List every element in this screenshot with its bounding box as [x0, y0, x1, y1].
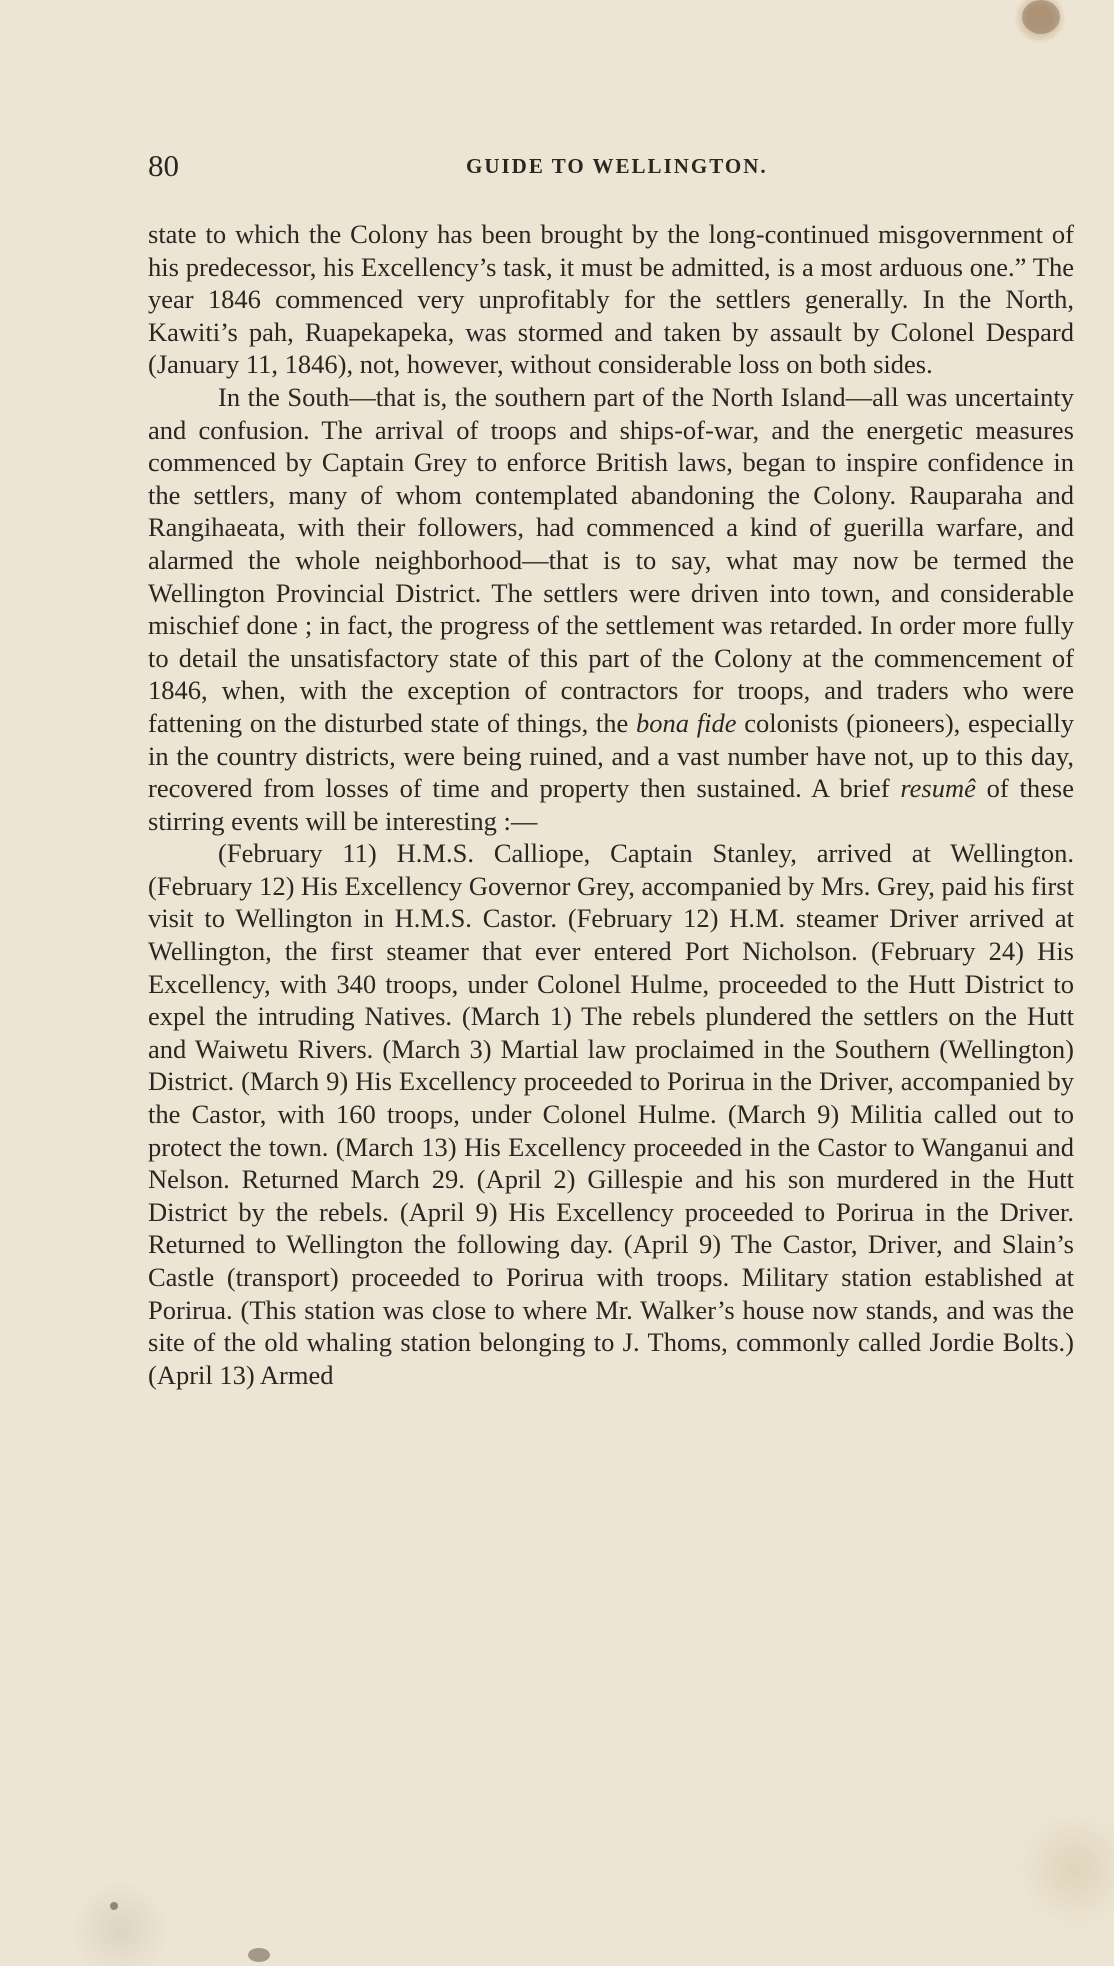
paragraph-text: colonists (pioneers), especially in the country districts, were being ruined, and a vast number have not, up to this day, recovered from losses of time and property then sustained. A brief [148, 707, 1074, 804]
paragraph-text: (February 11) H.M.S. Calliope, Captain Stanley, arrived at Wellington. (February 12) His Excellency Governor Grey, accompanied by Mrs. Grey, paid his first visit to Wellington in H.M.S. Castor. (February 12) H.M. steamer Driver arrived at Wellington, the first steamer that ever entered Port Nicholson. (February 24) His Excellency, with 340 troops, under Colonel Hulme, proceeded to the Hutt District to expel the intruding Natives. (March 1) The rebels plundered the settlers on the Hutt and Waiwetu Rivers. (March 3) Martial law proclaimed in the Southern (Wellington) District. (March 9) His Excellency proceeded to Porirua in the Driver, accompanied by the Castor, with 160 troops, under Colonel Hulme. (March 9) Militia called out to protect the town. (March 13) His Excellency proceeded in the Castor to Wanganui and Nelson. Returned March 29. (April 2) Gillespie and his son murdered in the Hutt District by the rebels. (April 9) His Excellency proceeded to Porirua in the Driver. Returned to Wellington the following day. (April 9) The Castor, Driver, and Slain’s Castle (transport) proceeded to Porirua with troops. Military station established at Porirua. (This station was close to where Mr. Walker’s house now stands, and was the site of the old whaling station belonging to J. Thoms, commonly called Jordie Bolts.) (April 13) Armed [148, 838, 1074, 1390]
paragraph-text: of these stirring events will be interesting :— [148, 773, 1075, 836]
paragraph-text: In the South—that is, the southern part of the North Island—all was uncertainty and confusion. The arrival of troops and ships-of-war, and the energetic measures commenced by Captain Grey to enforce British laws, began to inspire confidence in the settlers, many of whom contemplated abandoning the Colony. Rauparaha and Rangihaeata, with their followers, had commenced a kind of guerilla warfare, and alarmed the whole neighborhood—that is to say, what may now be termed the Wellington Provincial District. The settlers were driven into town, and considerable mischief done ; in fact, the progress of the settlement was retarded. In order more fully to detail the unsatisfactory state of this part of the Colony at the commencement of 1846, when, with the exception of contractors for troops, and traders who were fattening on the disturbed state of things, the [148, 381, 1074, 738]
ink-speck [110, 1902, 118, 1910]
body-text [148, 218, 1074, 1391]
page-number: 80 [148, 148, 179, 183]
ink-speck [248, 1948, 270, 1962]
italic-phrase: resumê [900, 773, 976, 804]
stain-mark [1022, 0, 1060, 34]
running-head: GUIDE TO WELLINGTON. [466, 154, 768, 178]
paragraph-text: state to which the Colony has been brought by the long-continued misgovernment of his predecessor, his Excellency’s task, it must be admitted, is a most arduous one.” The year 1846 commenced very unprofitably for the settlers generally. In the North, Kawiti’s pah, Ruapekapeka, was stormed and taken by assault by Colonel Despard (January 11, 1846), not, however, without considerable loss on both sides. [148, 219, 1074, 380]
paragraph [148, 218, 1074, 381]
italic-phrase: bona fide [636, 707, 737, 738]
page-header [148, 148, 1072, 188]
paragraph [148, 837, 1074, 1391]
paragraph [148, 381, 1074, 837]
